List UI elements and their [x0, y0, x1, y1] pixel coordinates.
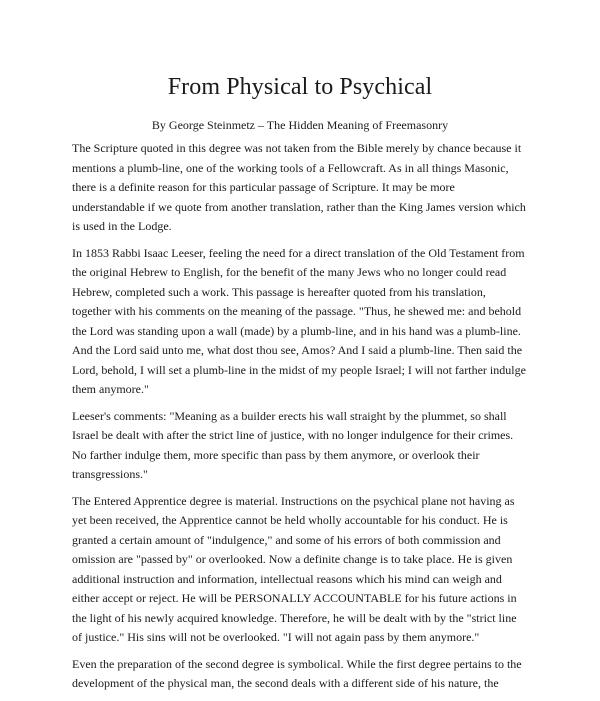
- article-body: [72, 139, 528, 701]
- paragraph-1: The Scripture quoted in this degree was not taken from the Bible merely by chance because it mentions a plumb-line, one of the working tools of a Fellowcraft. As in all things Masonic, there is a definite reason for this particular passage of Scripture. It may be more understandable if we quote from another translation, rather than the King James version which is used in the Lodge.: [72, 141, 526, 233]
- paragraph-3: Leeser's comments: "Meaning as a builder erects his wall straight by the plummet, so shall Israel be dealt with after the strict line of justice, with no longer indulgence for their crimes. No farther indulge them, more specific than pass by them anymore, or overlook their transgressions.": [72, 408, 514, 481]
- paragraph-5: Even the preparation of the second degree is symbolical. While the first degree pertains to the development of the physical man, the second deals with a different side of his nature, the: [72, 656, 522, 690]
- page-title: From Physical to Psychical: [167, 74, 433, 100]
- byline: By George Steinmetz – The Hidden Meaning of Freemasonry: [151, 118, 449, 132]
- paragraph-2: In 1853 Rabbi Isaac Leeser, feeling the need for a direct translation of the Old Testament from the original Hebrew to English, for the benefit of the many Jews who no longer could read Hebrew, completed such a work. This passage is hereafter quoted from his translation, together with his comments on the meaning of the passage. "Thus, he shewed me: and behold the Lord was standing upon a wall (made) by a plumb-line, and in his hand was a plumb-line. And the Lord said unto me, what dost thou see, Amos? And I said a plumb-line. Then said the Lord, behold, I will set a plumb-line in the midst of my people Israel; I will not farther indulge them anymore.": [72, 245, 526, 396]
- paragraph-4: The Entered Apprentice degree is material. Instructions on the psychical plane not having as yet been received, the Apprentice cannot be held wholly accountable for his conduct. He is granted a certain amount of "indulgence," and some of his errors of both commission and omission are "passed by" or overlooked. Now a definite change is to take place. He is given additional instruction and information, intellectual reasons which his mind can weigh and either accept or reject. He will be PERSONALLY ACCOUNTABLE for his future actions in the light of his newly acquired knowledge. Therefore, he will be dealt with by the "strict line of justice." His sins will not be overlooked. "I will not again pass by them anymore.": [72, 493, 517, 644]
